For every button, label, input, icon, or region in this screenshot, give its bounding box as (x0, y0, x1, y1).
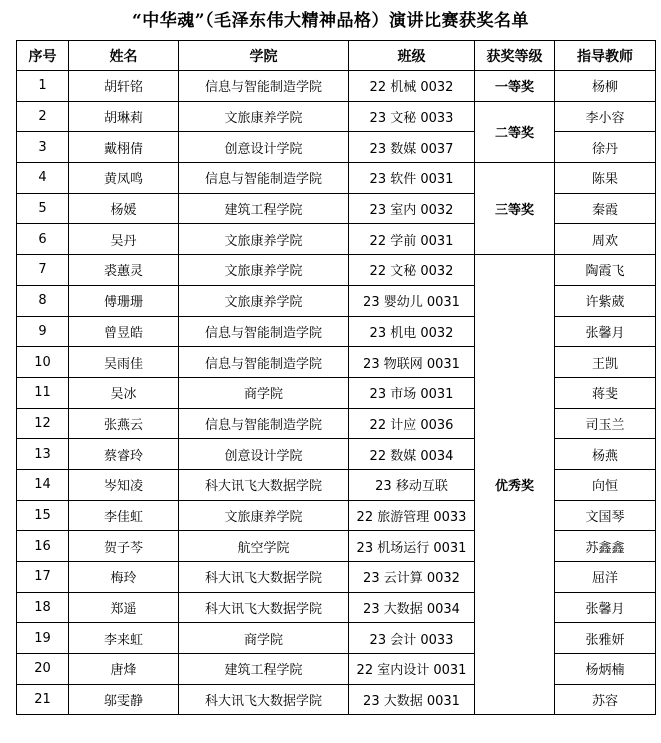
header-teacher: 指导教师 (555, 41, 656, 71)
table-row (17, 684, 656, 715)
row-index: 20 (17, 654, 69, 685)
row-teacher: 周欢 (555, 224, 656, 255)
row-class: 23 软件 0031 (349, 163, 475, 194)
row-index: 8 (17, 285, 69, 316)
award-second: 二等奖 (475, 101, 555, 162)
table-header-row (17, 41, 656, 71)
row-teacher: 杨柳 (555, 71, 656, 102)
row-index: 16 (17, 531, 69, 562)
row-teacher: 陈果 (555, 163, 656, 194)
row-index: 14 (17, 469, 69, 500)
row-index: 3 (17, 132, 69, 163)
row-class: 23 机场运行 0031 (349, 531, 475, 562)
row-name: 傅珊珊 (69, 285, 179, 316)
row-name: 裘蕙灵 (69, 255, 179, 286)
table-row (17, 500, 656, 531)
row-name: 戴栩倩 (69, 132, 179, 163)
row-index: 11 (17, 377, 69, 408)
row-teacher: 苏容 (555, 684, 656, 715)
table-row (17, 439, 656, 470)
row-teacher: 秦霞 (555, 193, 656, 224)
row-teacher: 向恒 (555, 469, 656, 500)
row-teacher: 屈洋 (555, 562, 656, 593)
row-teacher: 李小容 (555, 101, 656, 132)
row-college: 科大讯飞大数据学院 (179, 469, 349, 500)
row-name: 黄凤鸣 (69, 163, 179, 194)
row-class: 23 云计算 0032 (349, 562, 475, 593)
table-row (17, 562, 656, 593)
row-name: 梅玲 (69, 562, 179, 593)
table-row (17, 377, 656, 408)
row-index: 18 (17, 592, 69, 623)
row-index: 1 (17, 71, 69, 102)
row-teacher: 蒋斐 (555, 377, 656, 408)
row-name: 邬雯静 (69, 684, 179, 715)
row-name: 吴冰 (69, 377, 179, 408)
table-row (17, 71, 656, 102)
award-third: 三等奖 (475, 163, 555, 255)
row-name: 李佳虹 (69, 500, 179, 531)
table-row (17, 347, 656, 378)
row-college: 创意设计学院 (179, 439, 349, 470)
row-college: 科大讯飞大数据学院 (179, 684, 349, 715)
row-name: 胡轩铭 (69, 71, 179, 102)
row-name: 张燕云 (69, 408, 179, 439)
page-title: “中华魂”（毛泽东伟大精神品格）演讲比赛获奖名单 (131, 11, 530, 31)
table-row (17, 316, 656, 347)
row-name: 胡琳莉 (69, 101, 179, 132)
row-class: 23 机电 0032 (349, 316, 475, 347)
row-class: 23 物联网 0031 (349, 347, 475, 378)
row-class: 22 学前 0031 (349, 224, 475, 255)
row-teacher: 王凯 (555, 347, 656, 378)
row-teacher: 张馨月 (555, 592, 656, 623)
table-row (17, 285, 656, 316)
row-name: 郑遥 (69, 592, 179, 623)
row-name: 李来虹 (69, 623, 179, 654)
row-teacher: 杨燕 (555, 439, 656, 470)
row-class: 23 移动互联 (349, 469, 475, 500)
row-class: 22 室内设计 0031 (349, 654, 475, 685)
award-excellent: 优秀奖 (475, 255, 555, 715)
table-row (17, 531, 656, 562)
row-index: 5 (17, 193, 69, 224)
table-row (17, 654, 656, 685)
row-name: 吴雨佳 (69, 347, 179, 378)
row-class: 22 文秘 0032 (349, 255, 475, 286)
row-teacher: 徐丹 (555, 132, 656, 163)
row-college: 文旅康养学院 (179, 101, 349, 132)
row-index: 9 (17, 316, 69, 347)
row-name: 杨媛 (69, 193, 179, 224)
row-index: 2 (17, 101, 69, 132)
row-college: 文旅康养学院 (179, 255, 349, 286)
row-college: 文旅康养学院 (179, 500, 349, 531)
row-class: 23 会计 0033 (349, 623, 475, 654)
table-row (17, 623, 656, 654)
row-college: 信息与智能制造学院 (179, 71, 349, 102)
table-row (17, 193, 656, 224)
header-college: 学院 (179, 41, 349, 71)
row-index: 19 (17, 623, 69, 654)
award-table (16, 40, 656, 715)
row-teacher: 杨炳楠 (555, 654, 656, 685)
row-class: 22 数媒 0034 (349, 439, 475, 470)
row-class: 23 大数据 0034 (349, 592, 475, 623)
table-row (17, 101, 656, 132)
row-index: 13 (17, 439, 69, 470)
row-name: 唐烽 (69, 654, 179, 685)
header-name: 姓名 (69, 41, 179, 71)
row-class: 22 机械 0032 (349, 71, 475, 102)
row-name: 贺子芩 (69, 531, 179, 562)
row-teacher: 张雅妍 (555, 623, 656, 654)
row-index: 15 (17, 500, 69, 531)
row-college: 商学院 (179, 377, 349, 408)
table-row (17, 469, 656, 500)
row-class: 23 文秘 0033 (349, 101, 475, 132)
row-name: 岑知凌 (69, 469, 179, 500)
header-award: 获奖等级 (475, 41, 555, 71)
row-college: 信息与智能制造学院 (179, 408, 349, 439)
row-class: 22 旅游管理 0033 (349, 500, 475, 531)
row-class: 23 数媒 0037 (349, 132, 475, 163)
row-class: 22 计应 0036 (349, 408, 475, 439)
row-index: 21 (17, 684, 69, 715)
row-class: 23 大数据 0031 (349, 684, 475, 715)
row-college: 信息与智能制造学院 (179, 316, 349, 347)
header-index: 序号 (17, 41, 69, 71)
row-teacher: 苏鑫鑫 (555, 531, 656, 562)
table-row (17, 255, 656, 286)
row-name: 曾昱皓 (69, 316, 179, 347)
row-college: 航空学院 (179, 531, 349, 562)
table-row (17, 132, 656, 163)
row-index: 12 (17, 408, 69, 439)
row-college: 创意设计学院 (179, 132, 349, 163)
row-class: 23 市场 0031 (349, 377, 475, 408)
row-college: 文旅康养学院 (179, 224, 349, 255)
row-index: 6 (17, 224, 69, 255)
row-name: 蔡睿玲 (69, 439, 179, 470)
row-teacher: 文国琴 (555, 500, 656, 531)
row-class: 23 婴幼儿 0031 (349, 285, 475, 316)
row-name: 吴丹 (69, 224, 179, 255)
row-college: 文旅康养学院 (179, 285, 349, 316)
row-index: 4 (17, 163, 69, 194)
row-college: 信息与智能制造学院 (179, 163, 349, 194)
row-college: 信息与智能制造学院 (179, 347, 349, 378)
row-college: 建筑工程学院 (179, 654, 349, 685)
header-class: 班级 (349, 41, 475, 71)
row-teacher: 许紫葳 (555, 285, 656, 316)
row-index: 10 (17, 347, 69, 378)
table-row (17, 224, 656, 255)
row-teacher: 陶霞飞 (555, 255, 656, 286)
table-row (17, 592, 656, 623)
row-teacher: 张馨月 (555, 316, 656, 347)
table-row (17, 408, 656, 439)
row-college: 科大讯飞大数据学院 (179, 562, 349, 593)
row-teacher: 司玉兰 (555, 408, 656, 439)
row-class: 23 室内 0032 (349, 193, 475, 224)
row-college: 科大讯飞大数据学院 (179, 592, 349, 623)
row-index: 17 (17, 562, 69, 593)
award-first: 一等奖 (475, 71, 555, 102)
row-index: 7 (17, 255, 69, 286)
row-college: 建筑工程学院 (179, 193, 349, 224)
row-college: 商学院 (179, 623, 349, 654)
table-row (17, 163, 656, 194)
